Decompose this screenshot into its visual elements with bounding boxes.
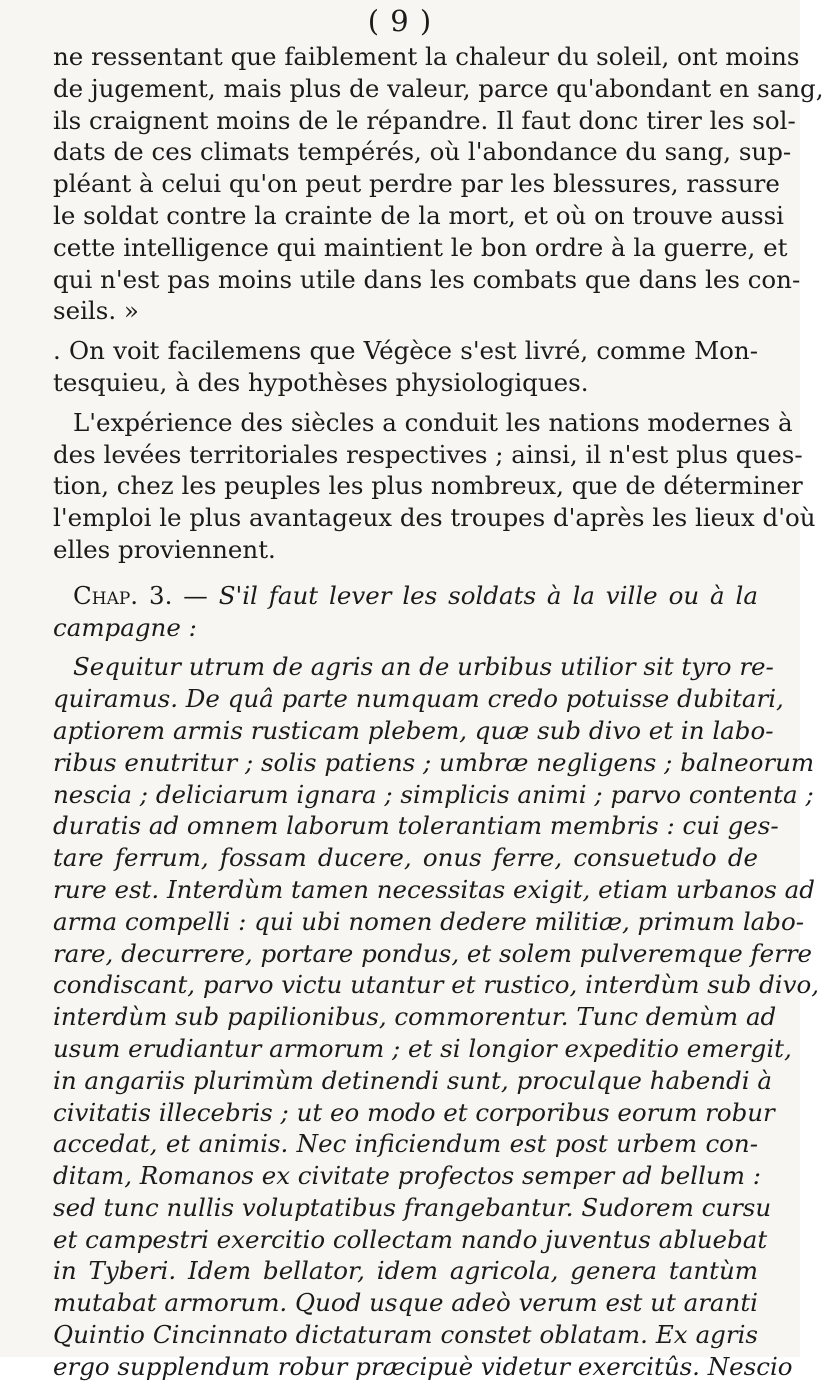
text-line: tion, chez les peuples les plus nombreux, que de déterminer [53,471,803,501]
text-line: interdùm sub papilionibus, commorentur. Tunc demùm ad [53,1002,777,1032]
paragraph-spacer [53,566,758,580]
text-line: et campestri exercitio collectam nando juventus abluebat [53,1224,768,1254]
paragraph-spacer [53,643,758,651]
latin-quotation [53,651,819,1382]
text-line: condiscant, parvo victu utantur et rustico, interdùm sub divo, [53,970,819,1000]
text-line: seils. » [53,296,139,326]
chapter-heading-line [53,580,758,612]
text-line: de jugement, mais plus de valeur, parce qu'abondant en sang, [53,73,824,103]
text-line: in angariis plurimùm detinendi sunt, proculque habendi à [53,1065,772,1095]
text-line: l'emploi le plus avantageux des troupes d'après les lieux d'où [53,503,816,533]
text-line: cette intelligence qui maintient le bon ordre à la guerre, et [53,232,788,262]
text-line: rure est. Interdùm tamen necessitas exigit, etiam urbanos ad [53,874,815,904]
text-line: sed tunc nullis voluptatibus frangebantur. Sudorem cursu [53,1192,772,1222]
text-line: ils craignent moins de le répandre. Il faut donc tirer les sol- [53,105,796,135]
chapter-label: Chap. 3. — [73,580,208,610]
page-body [53,41,824,1383]
paragraph-experience [53,407,816,566]
paragraph-vegece-remark [53,335,758,399]
text-line: rare, decurrere, portare pondus, et solem pulveremque ferre [53,938,813,968]
text-line: ditam, Romanos ex civitate profectos semper ad bellum : [53,1161,761,1191]
text-line: ribus enutritur ; solis patiens ; umbræ negligens ; balneorum [53,747,815,777]
text-line: Sequitur utrum de agris an de urbibus utilior sit tyro re- [73,652,774,682]
text-line: L'expérience des siècles a conduit les nations modernes à [73,407,793,437]
paragraph-spacer [53,327,758,335]
chapter-title: S'il faut lever les soldats à la ville ou à la [218,580,758,610]
text-line: tare ferrum, fossam ducere, onus ferre, consuetudo de [53,843,758,873]
text-line: usum erudiantur armorum ; et si longior expeditio emergit, [53,1033,792,1063]
chapter-title-continuation: campagne : [53,612,197,642]
text-line: arma compelli : qui ubi nomen dedere militiæ, primum labo- [53,906,804,936]
text-line: elles proviennent. [53,534,276,564]
text-line: Quintio Cincinnato dictaturam constet oblatam. Ex agris [53,1320,758,1350]
text-line: des levées territoriales respectives ; ainsi, il n'est plus ques- [53,439,803,469]
text-line: civitatis illecebris ; ut eo modo et corporibus eorum robur [53,1097,775,1127]
text-line: quiramus. De quâ parte numquam credo potuisse dubitari, [53,684,784,714]
text-line: in Tyberi. Idem bellator, idem agricola, genera tantùm [53,1256,758,1286]
paragraph-climate-quote [53,41,824,327]
text-line: aptiorem armis rusticam plebem, quæ sub divo et in labo- [53,715,774,745]
text-line: ne ressentant que faiblement la chaleur du soleil, ont moins [53,42,800,71]
text-line: ergo supplendum robur præcipuè videtur exercitûs. Nescio [53,1351,793,1381]
text-line: accedat, et animis. Nec inficiendum est post urbem con- [53,1129,758,1159]
paragraph-spacer [53,399,758,407]
text-line: qui n'est pas moins utile dans les combats que dans les con- [53,264,801,294]
text-line: . On voit facilemens que Végèce s'est livré, comme Mon- [53,336,758,366]
text-line: nescia ; deliciarum ignara ; simplicis animi ; parvo contenta ; [53,779,814,809]
text-line: tesquieu, à des hypothèses physiologiques. [53,367,589,397]
text-line: dats de ces climats tempérés, où l'abondance du sang, sup- [53,137,792,167]
text-line: pléant à celui qu'on peut perdre par les blessures, rassure [53,169,780,199]
text-line: mutabat armorum. Quod usque adeò verum est ut aranti [53,1288,758,1318]
page-number: ( 9 ) [367,4,433,38]
text-line: le soldat contre la crainte de la mort, et où on trouve aussi [53,200,784,230]
chapter-heading [53,580,758,644]
text-line: duratis ad omnem laborum tolerantiam membris : cui ges- [53,811,779,841]
